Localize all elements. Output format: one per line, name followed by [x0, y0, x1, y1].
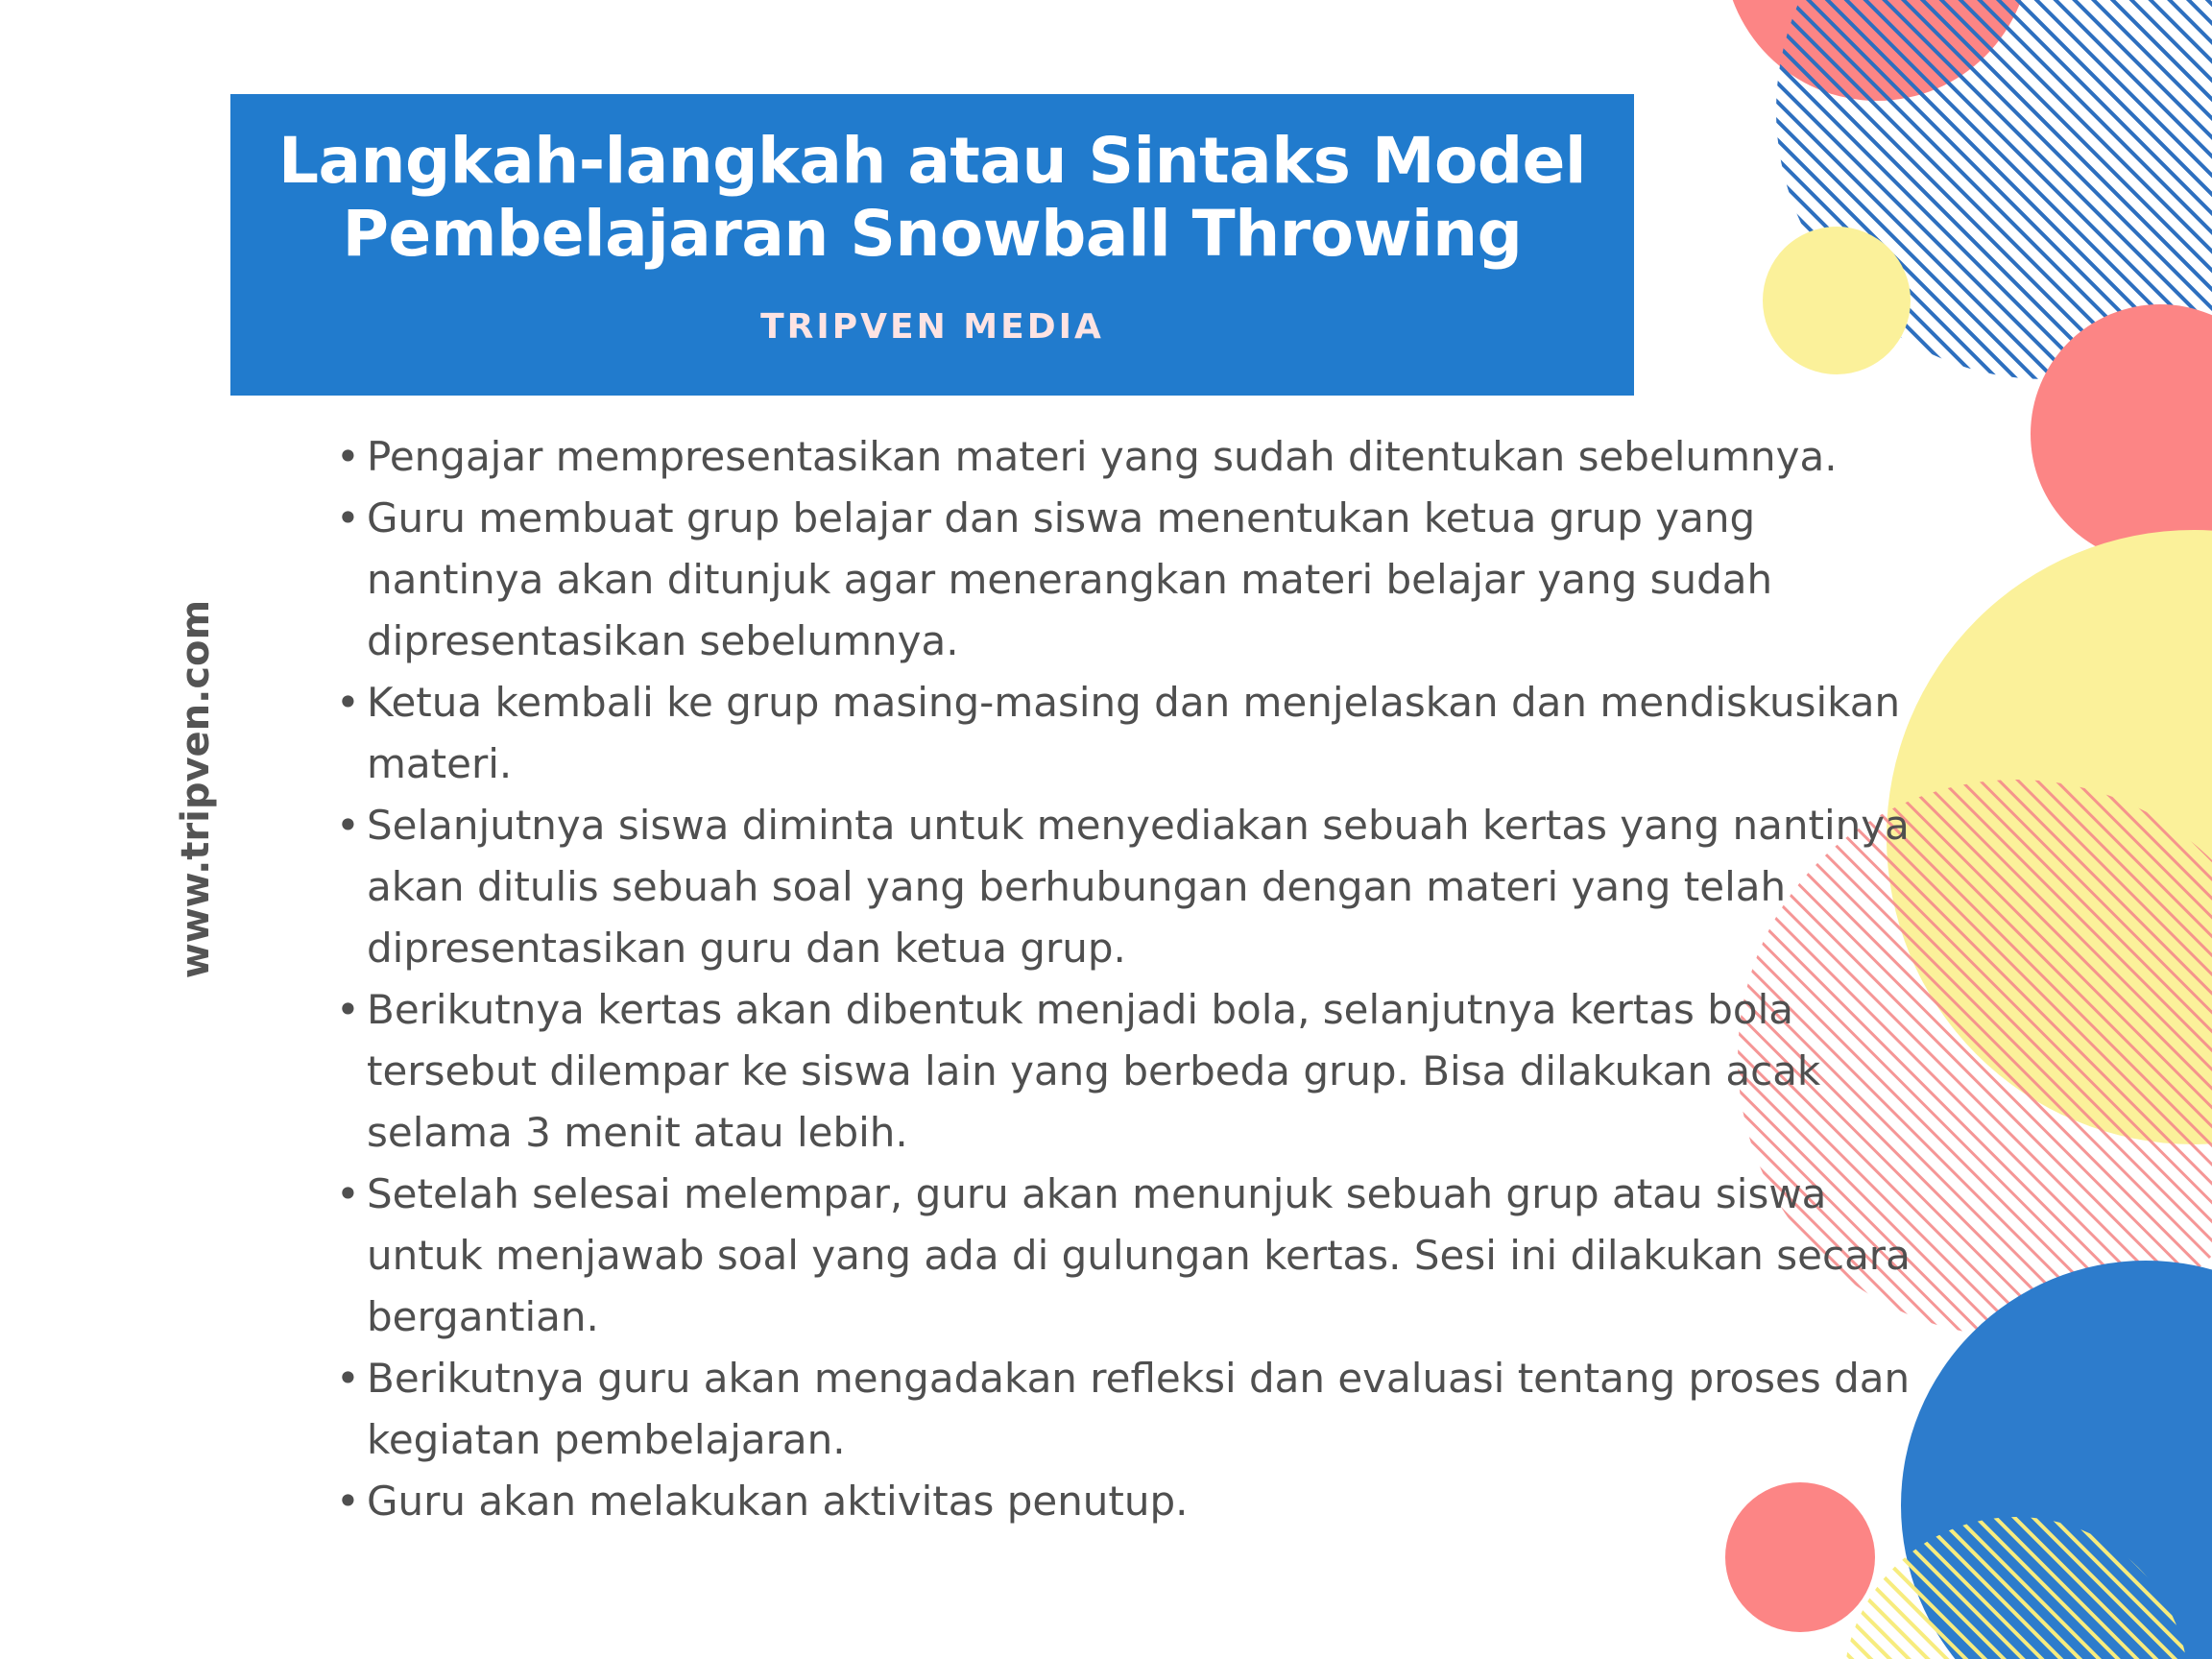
- step-text: Ketua kembali ke grup masing-masing dan menjelaskan dan mendiskusikan materi.: [367, 679, 1901, 787]
- brand-subtitle: TRIPVEN MEDIA: [760, 307, 1104, 347]
- list-item: [336, 1164, 1911, 1348]
- list-item: [336, 979, 1911, 1164]
- bullet-icon: •: [336, 986, 360, 1033]
- bullet-icon: •: [336, 433, 360, 480]
- step-text: Guru akan melakukan aktivitas penutup.: [367, 1478, 1189, 1525]
- bullet-icon: •: [336, 679, 360, 726]
- website-url: www.tripven.com: [174, 599, 218, 979]
- list-item: [336, 795, 1911, 979]
- step-text: Setelah selesai melempar, guru akan menunjuk sebuah grup atau siswa untuk menjawab soal yang ada di gulungan kertas. Sesi ini dilakukan secara bergantian.: [367, 1170, 1911, 1340]
- title-line-1: Langkah-langkah atau Sintaks Model: [277, 124, 1587, 198]
- bullet-icon: •: [336, 802, 360, 849]
- step-text: Berikutnya kertas akan dibentuk menjadi bola, selanjutnya kertas bola tersebut dilempar ke siswa lain yang berbeda grup. Bisa dilakukan acak selama 3 menit atau lebih.: [367, 986, 1821, 1156]
- step-text: Berikutnya guru akan mengadakan refleksi dan evaluasi tentang proses dan kegiatan pembelajaran.: [367, 1355, 1911, 1463]
- page-title: [230, 94, 1634, 271]
- step-text: Guru membuat grup belajar dan siswa menentukan ketua grup yang nantinya akan ditunjuk agar menerangkan materi belajar yang sudah dipresentasikan sebelumnya.: [367, 494, 1773, 664]
- bullet-icon: •: [336, 494, 360, 541]
- yellow-circle-small: [1763, 227, 1911, 374]
- list-item: [336, 488, 1911, 672]
- list-item: [336, 672, 1911, 795]
- list-item: [336, 1471, 1911, 1532]
- step-text: Selanjutnya siswa diminta untuk menyediakan sebuah kertas yang nantinya akan ditulis sebuah soal yang berhubungan dengan materi yang telah dipresentasikan guru dan ketua grup.: [367, 802, 1910, 972]
- header-banner: [230, 94, 1634, 396]
- list-item: [336, 1348, 1911, 1471]
- step-text: Pengajar mempresentasikan materi yang sudah ditentukan sebelumnya.: [367, 433, 1838, 480]
- list-item: [336, 426, 1911, 488]
- steps-list: [336, 426, 1911, 1532]
- title-line-2: Pembelajaran Snowball Throwing: [342, 197, 1523, 271]
- bullet-icon: •: [336, 1170, 360, 1217]
- bullet-icon: •: [336, 1478, 360, 1525]
- bullet-icon: •: [336, 1355, 360, 1402]
